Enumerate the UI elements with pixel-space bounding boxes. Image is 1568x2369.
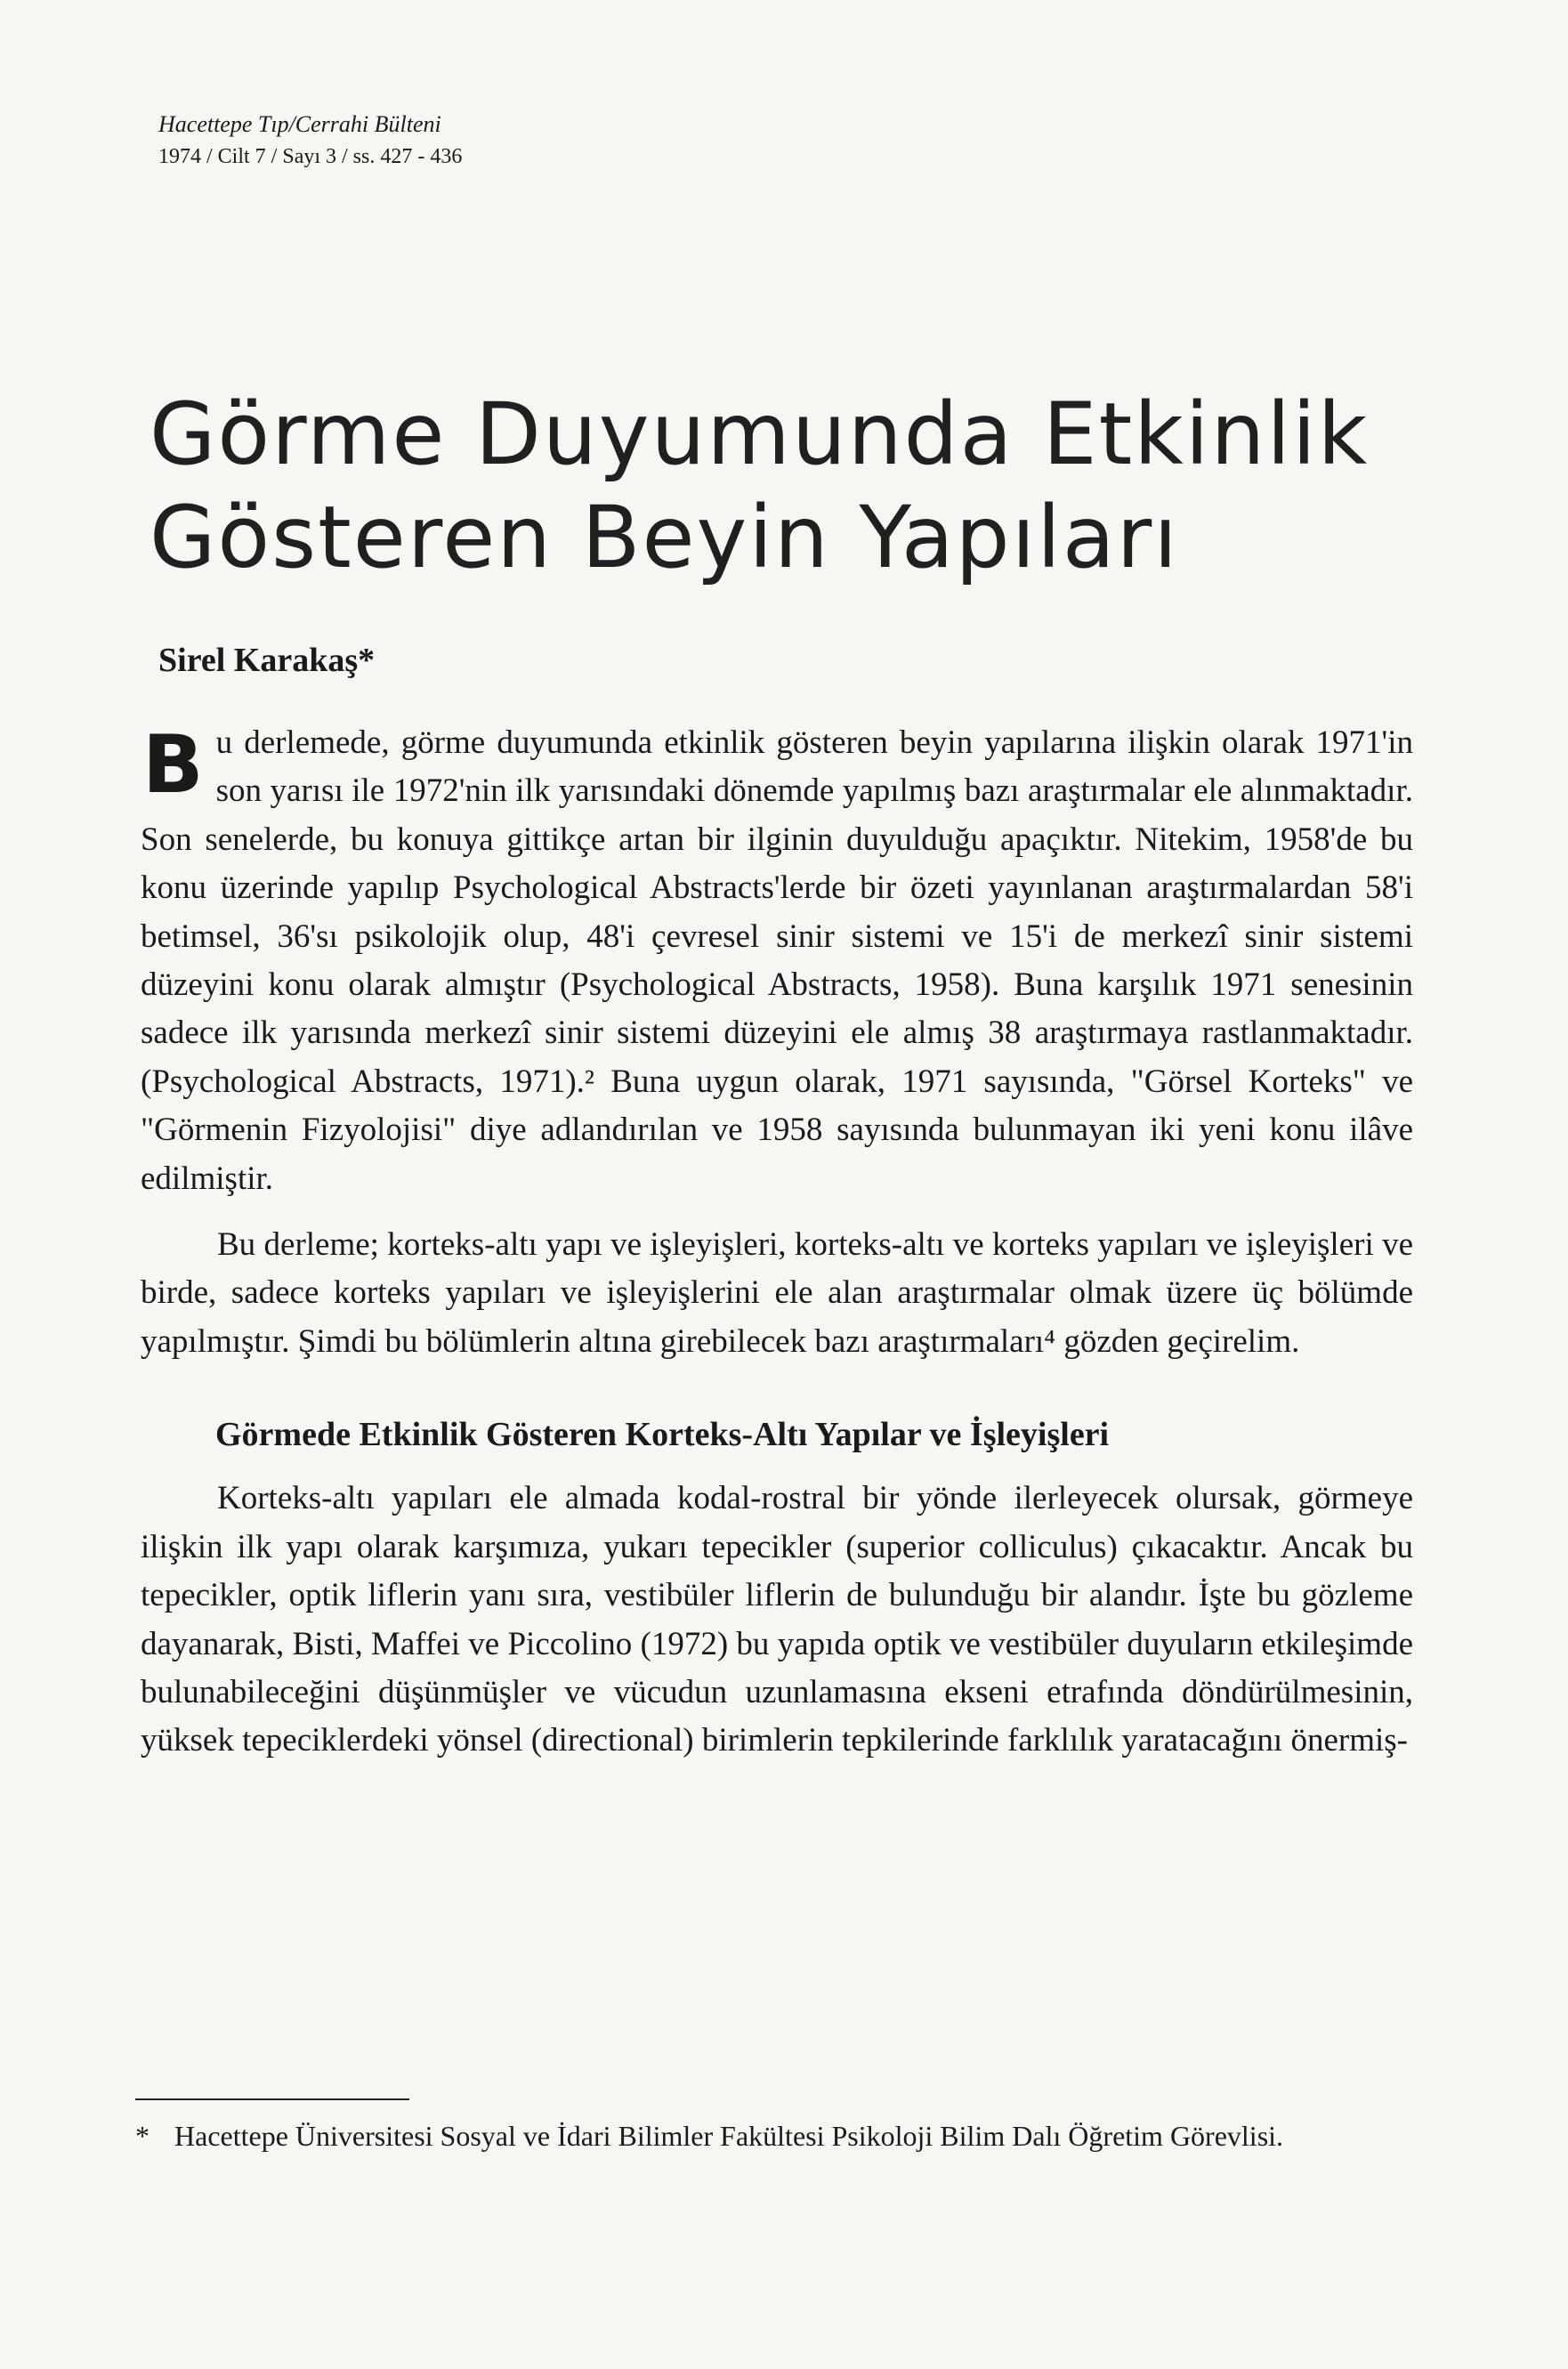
paragraph-intro-text: u derlemede, görme duyumunda etkinlik gösteren beyin yapılarına ilişkin olarak 1971'in son yarısı ile 1972'nin ilk yarısındaki dönemde yapılmış bazı araştırmalar ele alınmaktadır. Son senelerde, bu konuya gittikçe artan bir ilginin duyulduğu apaçıktır. Nitekim, 1958'de bu konu üzerinde yapılıp Psychological Abstracts'lerde bir özeti yayınlanan araştırmalardan 58'i betimsel, 36'sı psikolojik olup, 48'i çevresel sinir sistemi ve 15'i de merkezî sinir sistemi düzeyini konu olarak almıştır (Psychological Abstracts, 1958). Buna karşılık 1971 senesinin sadece ilk yarısında merkezî sinir sistemi düzeyini ele almış 38 araştırmaya rastlanmaktadır. (Psychological Abstracts, 1971).² Buna uygun olarak, 1971 sayısında, "Görsel Korteks" ve "Görmenin Fizyolojisi" diye adlandırılan ve 1958 sayısında bulunmayan iki yeni konu ilâve edilmiştir. [141,724,1413,1197]
journal-name: Hacettepe Tıp/Cerrahi Bülteni [158,111,441,137]
footnote [135,2116,1408,2155]
paragraph-subcortical: Korteks-altı yapıları ele almada kodal-rostral bir yönde ilerleyecek olursak, görmeye ilişkin ilk yapı olarak karşımıza, yukarı tepecikler (superior colliculus) çıkacaktır. Ancak bu tepecikler, optik liflerin yanı sıra, vestibüler liflerin de bulunduğu bir alandır. İşte bu gözleme dayanarak, Bisti, Maffei ve Piccolino (1972) bu yapıda optik ve vestibüler duyuların etkileşimde bulunabileceğini düşünmüşler ve vücudun uzunlamasına ekseni etrafında döndürülmesinin, yüksek tepeciklerdeki yönsel (directional) birimlerin tepkilerinde farklılık yaratacağını önermiş- [141,1480,1413,1759]
footnote-rule [135,2098,409,2100]
paragraph-scope: Bu derleme; korteks-altı yapı ve işleyişleri, korteks-altı ve korteks yapıları ve işleyişleri ve birde, sadece korteks yapıları ve işleyişlerini ele alan araştırmalar olmak üzere üç bölümde yapılmıştır. Şimdi bu bölümlerin altına girebilecek bazı araştırmaları⁴ gözden geçirelim. [141,1226,1413,1360]
article-body [141,719,1413,1766]
article-title [150,383,1413,589]
section-heading: Görmede Etkinlik Gösteren Korteks-Altı Yapılar ve İşleyişleri [215,1416,1110,1454]
author-name: Sirel Karakaş* [158,642,376,679]
title-line-2: Gösteren Beyin Yapıları [150,488,1179,587]
paragraph-intro [141,719,1413,1203]
journal-header [158,109,462,173]
footnote-mark: * [135,2120,150,2152]
footnote-text: Hacettepe Üniversitesi Sosyal ve İdari Bilimler Fakültesi Psikoloji Bilim Dalı Öğretim Görevlisi. [174,2120,1284,2152]
issue-line: 1974 / Cilt 7 / Sayı 3 / ss. 427 - 436 [158,145,463,168]
title-line-1: Görme Duyumunda Etkinlik [150,384,1370,484]
drop-cap: B [142,718,204,812]
